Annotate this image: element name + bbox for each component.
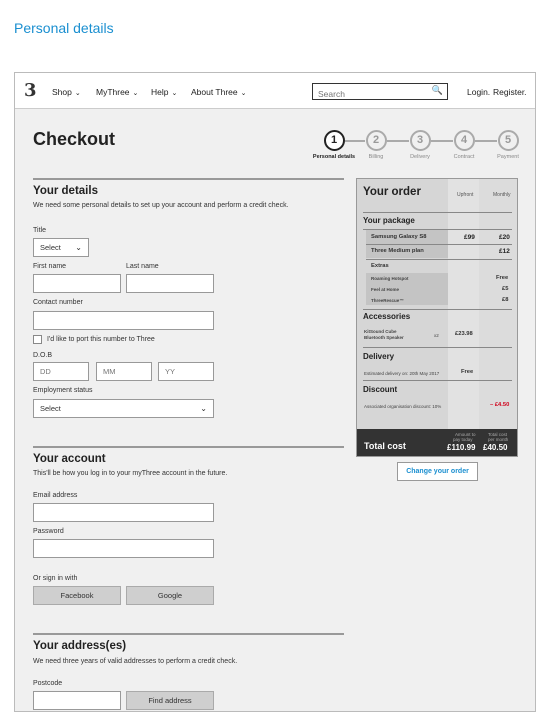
change-order-button[interactable]: Change your order xyxy=(397,462,478,481)
order-divider xyxy=(363,347,512,348)
phone-monthly: £20 xyxy=(499,234,510,241)
top-nav xyxy=(15,73,535,109)
your-details-title: Your details xyxy=(33,185,98,197)
step-label: Billing xyxy=(368,154,384,160)
chevron-down-icon: ⌄ xyxy=(132,90,139,97)
accessory-name-line-2: Bluetooth Speaker xyxy=(364,335,404,340)
postcode-field[interactable] xyxy=(33,691,121,710)
order-divider xyxy=(363,309,512,310)
phone-name: Samsung Galaxy S8 xyxy=(371,234,427,240)
your-details-desc: We need some personal details to set up your account and perform a credit check. xyxy=(33,202,289,209)
your-account-desc: This'll be how you log in to your myThree account in the future. xyxy=(33,470,228,477)
contact-number-label: Contact number xyxy=(33,299,83,306)
delivery-title: Delivery xyxy=(363,352,395,361)
total-cost-bar xyxy=(357,429,518,457)
facebook-button[interactable]: Facebook xyxy=(33,586,121,605)
dob-year-field[interactable] xyxy=(158,362,214,381)
email-field[interactable] xyxy=(33,503,214,522)
extra-monthly: £5 xyxy=(502,286,509,292)
step-number: 3 xyxy=(410,130,431,151)
your-address-title: Your address(es) xyxy=(33,640,127,652)
step-number: 2 xyxy=(366,130,387,151)
title-select[interactable] xyxy=(33,238,89,257)
step-delivery xyxy=(395,130,445,160)
chevron-down-icon: ⌄ xyxy=(74,90,81,97)
password-field[interactable] xyxy=(33,539,214,558)
plan-monthly: £12 xyxy=(499,248,510,255)
find-address-button[interactable]: Find address xyxy=(126,691,214,710)
dob-month-field[interactable] xyxy=(96,362,152,381)
order-divider xyxy=(366,244,512,245)
total-monthly-header: Total cost xyxy=(488,432,508,437)
employment-status-select[interactable] xyxy=(33,399,214,418)
package-title: Your package xyxy=(363,216,415,225)
step-billing xyxy=(351,130,401,160)
total-cost-label: Total cost xyxy=(364,441,406,451)
last-name-field[interactable] xyxy=(126,274,214,293)
section-divider xyxy=(33,633,344,635)
login-link[interactable]: Login. xyxy=(467,87,491,97)
order-divider xyxy=(366,259,512,260)
nav-item-shop[interactable] xyxy=(52,87,81,97)
dob-label: D.O.B xyxy=(33,352,53,359)
delivery-desc: Estimated delivery on: 20th May 2017 xyxy=(364,371,440,376)
last-name-label: Last name xyxy=(126,263,159,270)
total-monthly-header-line-2: per month xyxy=(488,437,509,442)
search-icon[interactable]: 🔍 xyxy=(431,85,443,95)
total-upfront: £110.99 xyxy=(447,443,476,452)
postcode-label: Postcode xyxy=(33,680,63,687)
your-account-title: Your account xyxy=(33,453,106,465)
extra-name: Feel at Home xyxy=(371,287,400,292)
phone-upfront: £99 xyxy=(464,234,475,241)
extra-monthly: Free xyxy=(496,275,509,281)
title-label: Title xyxy=(33,227,46,234)
google-button[interactable]: Google xyxy=(126,586,214,605)
chevron-down-icon: ⌄ xyxy=(200,404,207,413)
discount-title: Discount xyxy=(363,385,398,394)
nav-item-about-three[interactable] xyxy=(191,87,247,97)
accessories-title: Accessories xyxy=(363,312,411,321)
nav-item-label: Help xyxy=(151,87,169,97)
port-number-checkbox[interactable] xyxy=(33,335,42,344)
monthly-header: Monthly xyxy=(493,192,511,198)
step-label: Payment xyxy=(497,154,519,160)
step-label: Personal details xyxy=(312,154,356,160)
email-label: Email address xyxy=(33,492,78,499)
order-divider xyxy=(363,212,512,213)
accessory-quantity: x2 xyxy=(434,333,439,338)
total-upfront-header: Amount to xyxy=(455,432,476,437)
contact-number-field[interactable] xyxy=(33,311,214,330)
register-link[interactable]: Register. xyxy=(493,87,527,97)
extra-monthly: £8 xyxy=(502,297,509,303)
delivery-upfront: Free xyxy=(461,369,474,375)
step-label: Contract xyxy=(453,154,475,160)
nav-item-label: MyThree xyxy=(96,87,130,97)
chevron-down-icon: ⌄ xyxy=(240,90,247,97)
password-label: Password xyxy=(33,528,64,535)
first-name-label: First name xyxy=(33,263,67,270)
chevron-down-icon: ⌄ xyxy=(171,90,178,97)
step-number: 4 xyxy=(454,130,475,151)
step-number: 5 xyxy=(498,130,519,151)
order-summary xyxy=(356,178,518,457)
accessory-upfront: £23.98 xyxy=(455,331,473,337)
nav-item-label: Shop xyxy=(52,87,72,97)
nav-item-help[interactable] xyxy=(151,87,177,97)
search-box xyxy=(312,83,448,100)
step-label: Delivery xyxy=(410,154,430,160)
dob-day-field[interactable] xyxy=(33,362,89,381)
chevron-down-icon: ⌄ xyxy=(75,243,82,252)
sign-in-with-label: Or sign in with xyxy=(33,575,78,582)
page-heading: Personal details xyxy=(14,20,114,36)
extras-title: Extras xyxy=(371,263,389,269)
order-title: Your order xyxy=(363,186,421,198)
nav-item-mythree[interactable] xyxy=(96,87,138,97)
extra-name: ThreeRescue™ xyxy=(371,298,404,303)
search-input[interactable] xyxy=(313,87,423,102)
accessory-name: KitSound Cube xyxy=(364,329,397,334)
extra-name: Roaming Hotspot xyxy=(371,276,409,281)
upfront-column xyxy=(448,179,479,429)
nav-item-label: About Three xyxy=(191,87,238,97)
section-divider xyxy=(33,446,344,448)
step-contract xyxy=(439,130,489,160)
step-number: 1 xyxy=(324,130,345,151)
checkout-frame xyxy=(14,72,536,712)
total-monthly: £40.50 xyxy=(483,443,508,452)
monthly-column xyxy=(479,179,518,429)
first-name-field[interactable] xyxy=(33,274,121,293)
section-divider xyxy=(33,178,344,180)
your-address-desc: We need three years of valid addresses to perform a credit check. xyxy=(33,658,238,665)
upfront-header: Upfront xyxy=(457,192,474,198)
three-logo[interactable]: 3 xyxy=(24,80,37,101)
title-select-value: Select xyxy=(40,243,61,252)
checkout-title: Checkout xyxy=(33,129,116,149)
order-divider xyxy=(363,380,512,381)
discount-desc: Associated organisation discount: 10% xyxy=(364,404,442,409)
plan-name: Three Medium plan xyxy=(371,248,424,254)
employment-select-value: Select xyxy=(40,404,61,413)
discount-monthly: – £4.50 xyxy=(490,402,510,408)
total-upfront-header-line-2: pay today xyxy=(453,437,473,442)
order-divider xyxy=(363,229,512,230)
port-number-label: I'd like to port this number to Three xyxy=(47,336,155,343)
step-payment xyxy=(483,130,533,160)
employment-status-label: Employment status xyxy=(33,387,93,394)
